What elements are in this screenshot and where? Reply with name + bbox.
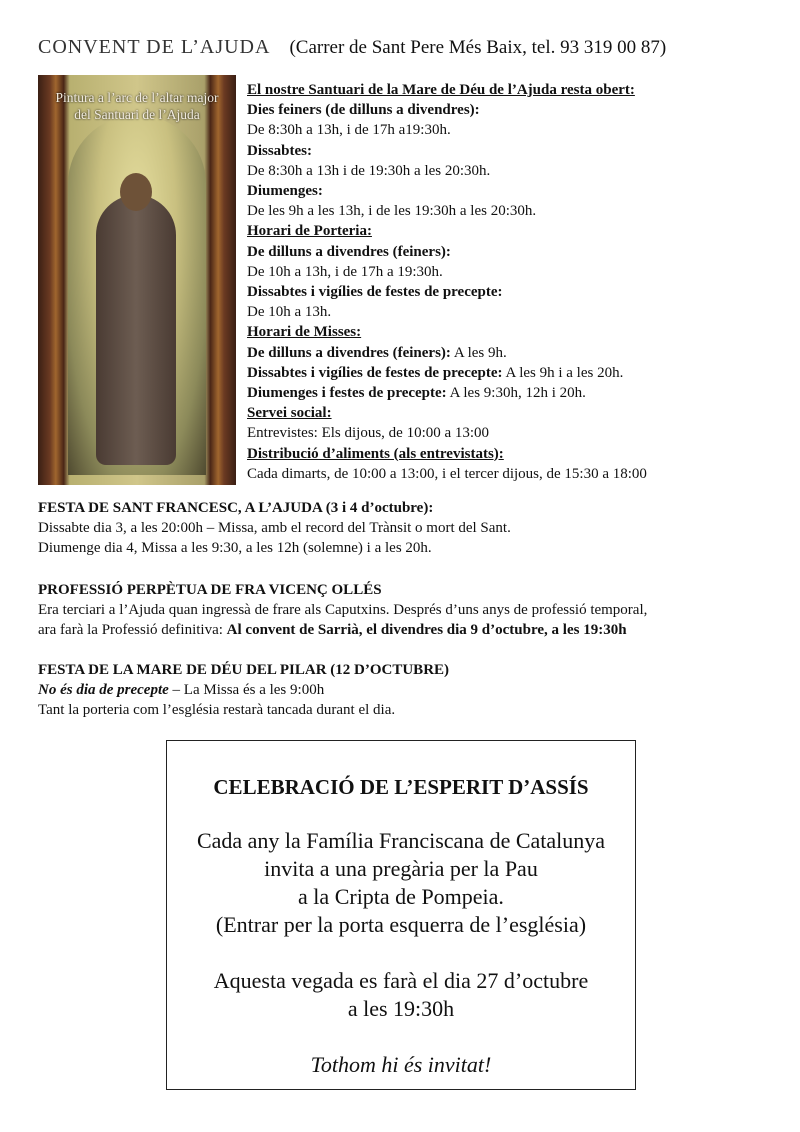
porteria-weekdays-label: De dilluns a divendres (feiners): (247, 243, 451, 260)
weekdays-label: Dies feiners (de dilluns a divendres): (247, 102, 480, 119)
assis-announcement-box (166, 740, 636, 1090)
hours-heading: El nostre Santuari de la Mare de Déu de l’Ajuda resta obert: (247, 82, 635, 98)
section-heading: FESTA DE LA MARE DE DÉU DEL PILAR (12 D’OCTUBRE) (38, 662, 450, 678)
misses-saturdays (247, 363, 647, 383)
section-bold-text: Al convent de Sarrià, el divendres dia 9 d’octubre, a les 19:30h (226, 622, 627, 638)
section-heading: PROFESSIÓ PERPÈTUA DE FRA VICENÇ OLLÉS (38, 582, 382, 598)
sundays-value: De les 9h a les 13h, i de les 19:30h a les 20:30h. (247, 203, 537, 220)
social-value: Entrevistes: Els dijous, de 10:00 a 13:00 (247, 425, 490, 442)
social-heading: Servei social: (247, 405, 332, 422)
section-line: Dissabte dia 3, a les 20:00h – Missa, amb el record del Trànsit o mort del Sant. (38, 520, 511, 536)
saturdays-label: Dissabtes: (247, 142, 313, 159)
porteria-saturdays-value: De 10h a 13h. (247, 304, 332, 321)
section-text: – La Missa és a les 9:00h (168, 682, 325, 698)
caption-line: del Santuari de l’Ajuda (74, 107, 200, 122)
weekdays-value: De 8:30h a 13h, i de 17h a19:30h. (247, 122, 451, 139)
section-professio (38, 580, 647, 640)
assis-line: Cada any la Família Franciscana de Catalunya (196, 828, 606, 853)
porteria-heading: Horari de Porteria: (247, 223, 372, 240)
assis-line: a la Cripta de Pompeia. (298, 884, 504, 909)
section-sant-francesc (38, 498, 511, 558)
assis-closing: Tothom hi és invitat! (310, 1052, 492, 1077)
painting-caption (38, 89, 236, 123)
section-pilar (38, 660, 449, 720)
sundays-label: Diumenges: (247, 183, 323, 200)
misses-sundays (247, 383, 647, 403)
misses-heading: Horari de Misses: (247, 324, 362, 341)
section-line: Tant la porteria com l’església restarà tancada durant el dia. (38, 702, 396, 718)
opening-hours (247, 80, 647, 484)
convent-address: (Carrer de Sant Pere Més Baix, tel. 93 319 00 87) (289, 37, 667, 58)
assis-line: a les 19:30h (347, 996, 455, 1021)
convent-title: CONVENT DE L’AJUDA (38, 36, 271, 58)
misses-weekdays-value: A les 9h. (450, 344, 507, 361)
section-text: ara farà la Professió definitiva: (38, 622, 227, 638)
assis-line: Aquesta vegada es farà el dia 27 d’octubre (213, 968, 589, 993)
section-line (38, 680, 449, 700)
misses-saturdays-label: Dissabtes i vigílies de festes de precepte: (247, 364, 503, 381)
caption-line: Pintura a l’arc de l’altar major (55, 90, 219, 105)
misses-sundays-value: A les 9:30h, 12h i 20h. (446, 385, 586, 402)
porteria-weekdays-value: De 10h a 13h, i de 17h a 19:30h. (247, 263, 443, 280)
saturdays-value: De 8:30h a 13h i de 19:30h a les 20:30h. (247, 162, 491, 179)
misses-weekdays-label: De dilluns a divendres (feiners): (247, 344, 451, 361)
porteria-saturdays-label: Dissabtes i vigílies de festes de precepte: (247, 284, 503, 301)
assis-title: CELEBRACIÓ DE L’ESPERIT D’ASSÍS (213, 775, 589, 799)
section-italic-text: No és dia de precepte (38, 682, 169, 698)
page-header (38, 36, 666, 59)
section-heading: FESTA DE SANT FRANCESC, A L’AJUDA (3 i 4 d’octubre): (38, 500, 434, 516)
saint-francis-painting (38, 75, 236, 485)
food-heading: Distribució d’aliments (als entrevistats): (247, 445, 504, 462)
painting-friar-head (120, 173, 152, 211)
painting-friar-figure (96, 195, 176, 465)
section-line: Diumenge dia 4, Missa a les 9:30, a les 12h (solemne) i a les 20h. (38, 540, 432, 556)
misses-saturdays-value: A les 9h i a les 20h. (502, 364, 624, 381)
assis-line: invita a una pregària per la Pau (264, 856, 538, 881)
section-line: Era terciari a l’Ajuda quan ingressà de frare als Caputxins. Després d’uns anys de professió temporal, (38, 602, 648, 618)
misses-weekdays (247, 343, 647, 363)
food-value: Cada dimarts, de 10:00 a 13:00, i el tercer dijous, de 15:30 a 18:00 (247, 465, 647, 482)
assis-line: (Entrar per la porta esquerra de l’església) (215, 912, 587, 937)
misses-sundays-label: Diumenges i festes de precepte: (247, 385, 447, 402)
section-line (38, 620, 647, 640)
